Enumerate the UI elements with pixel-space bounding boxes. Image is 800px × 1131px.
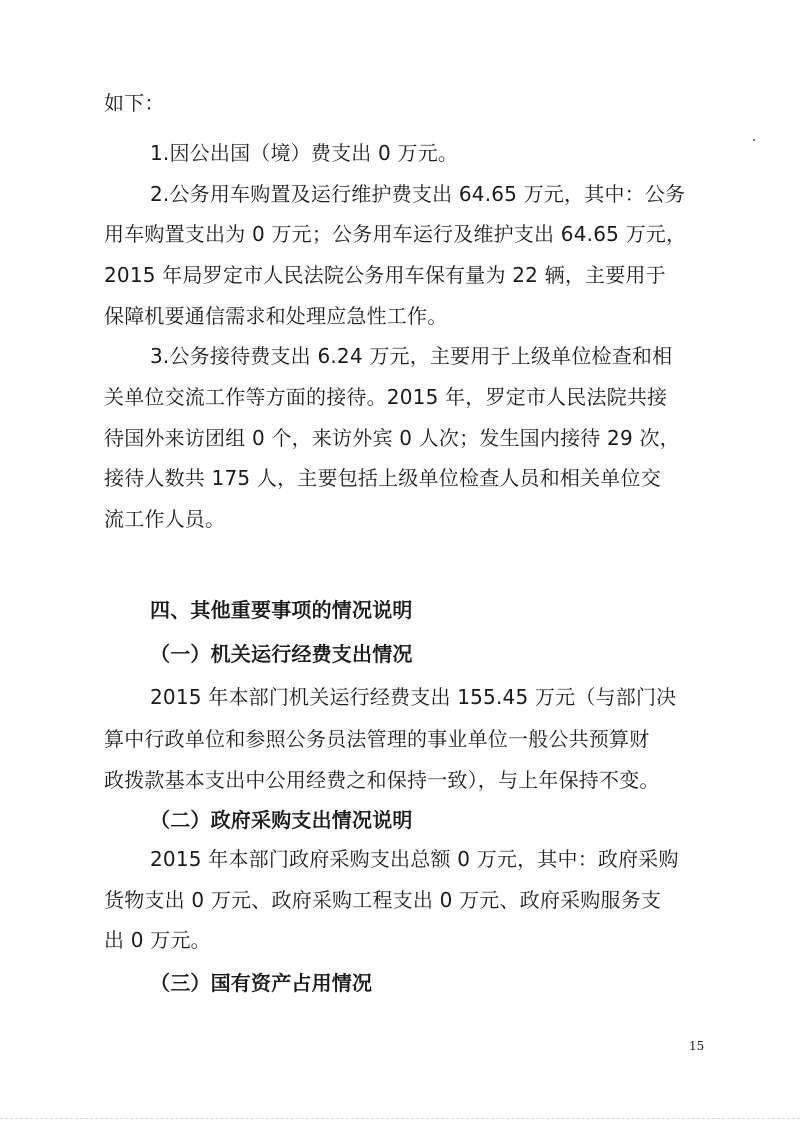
paragraph-line: 2015 年本部门机关运行经费支出 155.45 万元（与部门决	[150, 685, 677, 709]
paragraph-line: 货物支出 0 万元、政府采购工程支出 0 万元、政府采购服务支	[104, 888, 662, 912]
paragraph-line: 出 0 万元。	[104, 928, 211, 952]
paragraph-line: 如下：	[104, 91, 165, 115]
paragraph-line: 关单位交流工作等方面的接待。2015 年，罗定市人民法院共接	[104, 385, 668, 409]
paragraph-line: 政拨款基本支出中公用经费之和保持一致），与上年保持不变。	[104, 768, 660, 792]
paragraph-line: 保障机要通信需求和处理应急性工作。	[104, 304, 448, 328]
subsection-heading: （三）国有资产占用情况	[150, 971, 373, 995]
subsection-heading: （二）政府采购支出情况说明	[150, 808, 413, 832]
section-heading: 四、其他重要事项的情况说明	[150, 598, 413, 622]
paragraph-line: 流工作人员。	[104, 507, 226, 531]
paragraph-line: 算中行政单位和参照公务员法管理的事业单位一般公共预算财	[104, 727, 650, 751]
page-bottom-divider	[0, 1118, 800, 1119]
paragraph-line: 待国外来访团组 0 个，来访外宾 0 人次；发生国内接待 29 次，	[104, 426, 680, 450]
paragraph-line: 接待人数共 175 人，主要包括上级单位检查人员和相关单位交	[104, 466, 661, 490]
paragraph-line: 用车购置支出为 0 万元；公务用车运行及维护支出 64.65 万元，	[104, 222, 687, 246]
paragraph-line: 3.公务接待费支出 6.24 万元，主要用于上级单位检查和相	[150, 344, 673, 368]
scan-speck	[753, 139, 755, 141]
paragraph-line: 1.因公出国（境）费支出 0 万元。	[150, 141, 459, 165]
subsection-heading: （一）机关运行经费支出情况	[150, 642, 413, 666]
paragraph-line: 2015 年局罗定市人民法院公务用车保有量为 22 辆，主要用于	[104, 263, 666, 287]
page-number: 15	[689, 1039, 705, 1053]
paragraph-line: 2015 年本部门政府采购支出总额 0 万元，其中：政府采购	[150, 847, 679, 871]
paragraph-line: 2.公务用车购置及运行维护费支出 64.65 万元，其中：公务	[150, 182, 686, 206]
